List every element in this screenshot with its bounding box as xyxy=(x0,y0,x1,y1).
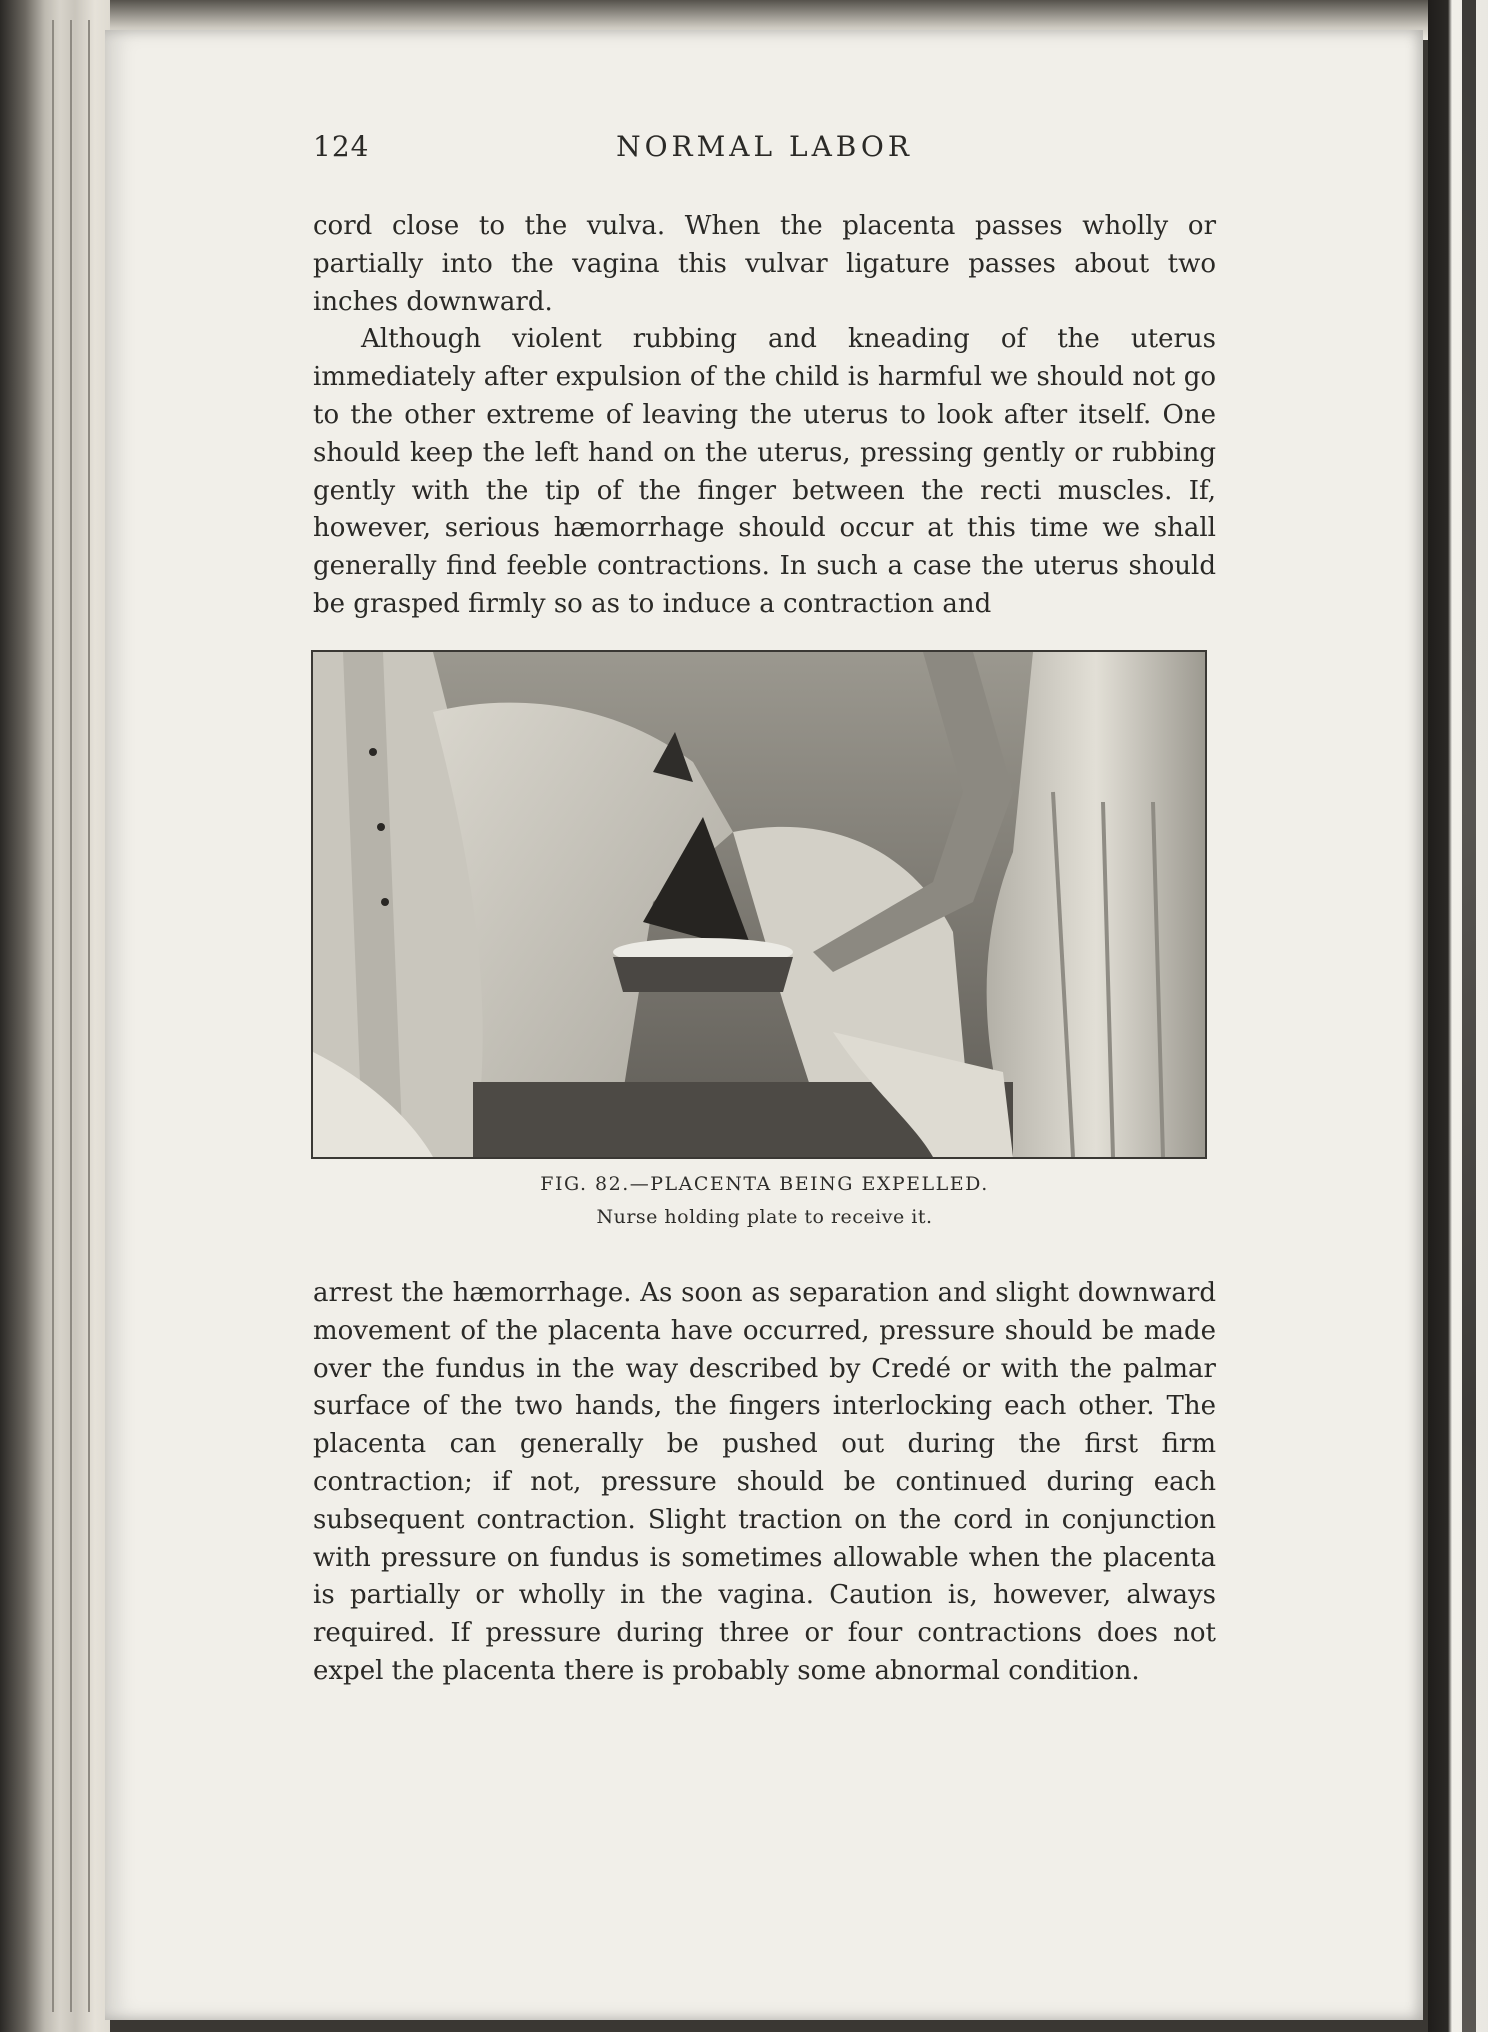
photo-illustration xyxy=(313,652,1205,1157)
body-text-top xyxy=(313,208,1216,624)
figure-caption-subtitle: Nurse holding plate to receive it. xyxy=(596,1206,933,1228)
paragraph: arrest the hæmorrhage. As soon as separation and slight downward movement of the placenta have occurred, pressure should be made over the fundus in the way described by Credé or with the palmar surface of the two hands, the fingers interlocking each other. The placenta can generally be pushed out during the first firm contraction; if not, pressure should be continued during each subsequent contraction. Slight traction on the cord in conjunction with pressure on fundus is sometimes allowable when the placenta is partially or wholly in the vagina. Caution is, however, always required. If pressure during three or four contractions does not expel the placenta there is probably some abnormal condition. xyxy=(313,1278,1216,1686)
paragraph: cord close to the vulva. When the placenta passes wholly or partially into the vagina this vulvar ligature passes about two inches downward. xyxy=(313,211,1216,317)
figure-caption-title: FIG. 82.—PLACENTA BEING EXPELLED. xyxy=(540,1173,989,1195)
paragraph: Although violent rubbing and kneading of the uterus immediately after expulsion of the child is harmful we should not go to the other extreme of leaving the uterus to look after itself. One should keep the left hand on the uterus, pressing gently or rubbing gently with the tip of the finger between the recti muscles. If, however, serious hæmorrhage should occur at this time we shall generally find feeble contractions. In such a case the uterus should be grasped firmly so as to induce a contraction and xyxy=(313,324,1216,619)
running-head: NORMAL LABOR xyxy=(616,130,913,163)
book-right-edge xyxy=(1428,0,1488,2032)
body-text-bottom xyxy=(313,1275,1216,1691)
book-left-edge xyxy=(0,0,110,2032)
figure-photograph xyxy=(311,650,1207,1159)
page-number: 124 xyxy=(313,130,370,163)
page-header xyxy=(313,130,1216,170)
